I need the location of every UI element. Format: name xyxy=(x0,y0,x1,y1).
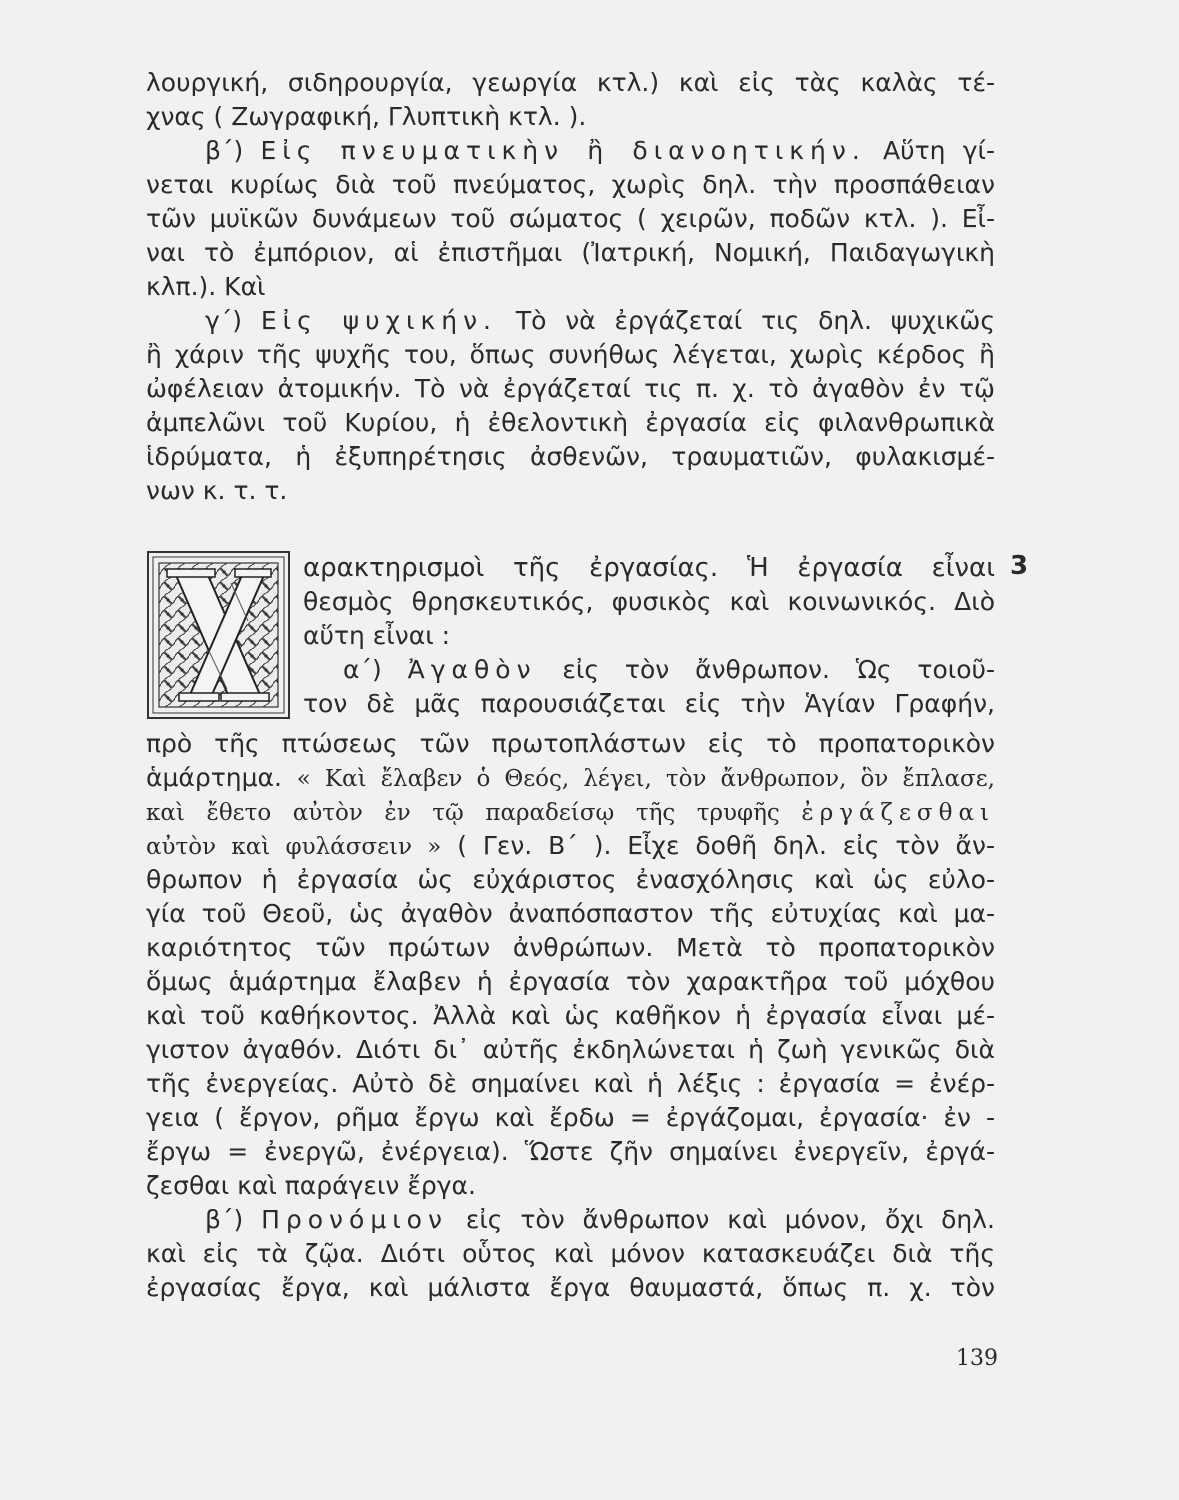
scripture-quote: καὶ ἔθετο αὐτὸν ἐν τῷ παραδείσῳ τῆς τρυφῆς xyxy=(146,800,802,826)
text-line: ὅμως ἁμάρτημα ἔλαβεν ἡ ἐργασία τὸν χαρακτῆρα τοῦ μόχθου xyxy=(146,967,995,996)
text-line: α΄) Ἀγαθὸν εἰς τὸν ἄνθρωπον. Ὡς τοιοῦ- xyxy=(343,655,995,684)
text-line: καριότητος τῶν πρώτων ἀνθρώπων. Μετὰ τὸ προπατορικὸν xyxy=(146,933,995,962)
text-line: καὶ εἰς τὰ ζῷα. Διότι οὗτος καὶ μόνον κατασκευάζει διὰ τῆς xyxy=(146,1239,995,1268)
spaced-heading: Προνόμιον xyxy=(261,1205,448,1234)
text-line: νων κ. τ. τ. xyxy=(146,476,288,505)
text-line: β΄) Εἰς πνευματικὴν ἢ διανοητικήν. Αὕτη γί- xyxy=(205,136,996,165)
text-line: θεσμὸς θρησκευτικός, φυσικὸς καὶ κοινωνικός. Διὸ xyxy=(303,587,995,616)
text-line: ζεσθαι καὶ παράγειν ἔργα. xyxy=(146,1171,476,1200)
text-line: γ΄) Εἰς ψυχικήν. Τὸ νὰ ἐργάζεταί τις δηλ. ψυχικῶς xyxy=(205,306,995,335)
text-line: ναι τὸ ἐμπόριον, αἱ ἐπιστῆμαι (Ἰατρική, Νομική, Παιδαγωγικὴ xyxy=(146,238,995,267)
text-line: ἢ χάριν τῆς ψυχῆς του, ὅπως συνήθως λέγεται, χωρὶς κέρδος ἢ xyxy=(146,340,995,369)
decorated-drop-cap xyxy=(147,551,290,719)
spaced-heading: ἐργάζεσθαι xyxy=(801,800,995,826)
drop-cap-ornament xyxy=(147,551,290,719)
margin-section-number: 3 xyxy=(1010,551,1029,581)
spaced-heading: Εἰς ψυχικήν. xyxy=(260,306,497,335)
text-line: αὕτη εἶναι : xyxy=(303,621,451,650)
text-line: κλπ.). Καὶ xyxy=(146,272,266,301)
text-line: χνας ( Ζωγραφική, Γλυπτικὴ κτλ. ). xyxy=(146,102,587,131)
text-line: ὠφέλειαν ἀτομικήν. Τὸ νὰ ἐργάζεταί τις π. χ. τὸ ἀγαθὸν ἐν τῷ xyxy=(146,374,995,403)
text-line: γιστον ἀγαθόν. Διότι δι᾽ αὐτῆς ἐκδηλώνεται ἡ ζωὴ γενικῶς διὰ xyxy=(146,1035,995,1064)
spaced-heading: Ἀγαθὸν xyxy=(407,655,537,684)
text-line: νεται κυρίως διὰ τοῦ πνεύματος, χωρὶς δηλ. τὴν προσπάθειαν xyxy=(146,170,995,199)
text-line: β΄) Προνόμιον εἰς τὸν ἄνθρωπον καὶ μόνον, ὄχι δηλ. xyxy=(205,1205,995,1234)
text-line: θρωπον ἡ ἐργασία ὡς εὐχάριστος ἐνασχόλησις καὶ ὡς εὐλο- xyxy=(146,865,995,894)
text-line: λουργική, σιδηρουργία, γεωργία κτλ.) καὶ εἰς τὰς καλὰς τέ- xyxy=(146,68,995,97)
text-line: αὐτὸν καὶ φυλάσσειν » ( Γεν. Β΄ ). Εἶχε δοθῆ δηλ. εἰς τὸν ἄν- xyxy=(146,831,996,860)
text-line: ἔργω = ἐνεργῶ, ἐνέργεια). Ὥστε ζῆν σημαίνει ἐνεργεῖν, ἐργά- xyxy=(146,1137,995,1166)
text-line: γεια ( ἔργον, ρῆμα ἔργω καὶ ἔρδω = ἐργάζομαι, ἐργασία· ἐν - xyxy=(146,1103,995,1132)
text-line: γία τοῦ Θεοῦ, ὡς ἀγαθὸν ἀναπόσπαστον τῆς εὐτυχίας καὶ μα- xyxy=(146,899,995,928)
text-line: τῆς ἐνεργείας. Αὐτὸ δὲ σημαίνει καὶ ἡ λέξις : ἐργασία = ἐνέρ- xyxy=(146,1069,995,1098)
page-number: 139 xyxy=(956,1346,998,1371)
text-line: πρὸ τῆς πτώσεως τῶν πρωτοπλάστων εἰς τὸ προπατορικὸν xyxy=(146,729,995,758)
text-line: καὶ τοῦ καθήκοντος. Ἀλλὰ καὶ ὡς καθῆκον ἡ ἐργασία εἶναι μέ- xyxy=(146,1001,995,1030)
scripture-quote: « Καὶ ἔλαβεν ὁ Θεός, λέγει, τὸν ἄνθρωπον, ὃν ἔπλασε, xyxy=(296,766,995,792)
scripture-quote: αὐτὸν καὶ φυλάσσειν » xyxy=(146,834,442,860)
text-line: τῶν μυϊκῶν δυνάμεων τοῦ σώματος ( χειρῶν, ποδῶν κτλ. ). Εἶ- xyxy=(146,204,995,233)
text-line: ἁμάρτημα. « Καὶ ἔλαβεν ὁ Θεός, λέγει, τὸν ἄνθρωπον, ὃν ἔπλασε, xyxy=(146,763,995,792)
text-line: ἐργασίας ἔργα, καὶ μάλιστα ἔργα θαυμαστά, ὅπως π. χ. τὸν xyxy=(146,1273,995,1302)
text-line: ἱδρύματα, ἡ ἐξυπηρέτησις ἀσθενῶν, τραυματιῶν, φυλακισμέ- xyxy=(146,442,995,471)
text-line xyxy=(146,795,995,830)
section-heading-line: αρακτηρισμοὶ τῆς ἐργασίας. Ἡ ἐργασία εἶναι xyxy=(303,553,995,583)
spaced-heading: Εἰς πνευματικὴν ἢ διανοητικήν. xyxy=(260,136,866,165)
text-line: τον δὲ μᾶς παρουσιάζεται εἰς τὴν Ἁγίαν Γραφήν, xyxy=(303,689,995,718)
text-line: ἀμπελῶνι τοῦ Κυρίου, ἡ ἐθελοντικὴ ἐργασία εἰς φιλανθρωπικὰ xyxy=(146,408,995,437)
